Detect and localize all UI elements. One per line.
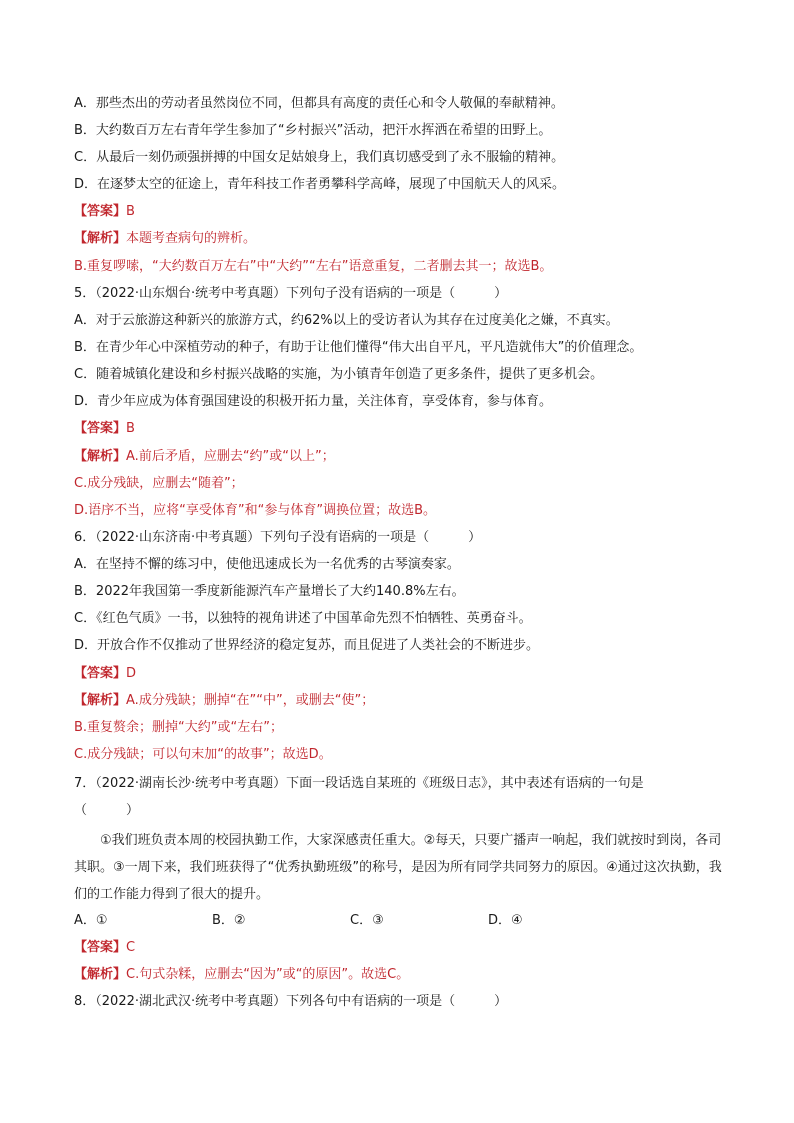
question-stem: 7．（2022·湖南长沙·统考中考真题）下面一段话选自某班的《班级日志》，其中表述有语病的一句是	[74, 776, 644, 791]
answer-label: 【答案】	[74, 666, 127, 681]
option-line: C．《红色气质》一书，以独特的视角讲述了中国革命先烈不怕牺牲、英勇奋斗。	[74, 611, 532, 626]
option-line: A．那些杰出的劳动者虽然岗位不同，但都具有高度的责任心和令人敬佩的奉献精神。	[74, 96, 564, 111]
option-line: B．在青少年心中深植劳动的种子，有助于让他们懂得“伟大出自平凡，平凡造就伟大”的价值理念。	[74, 340, 643, 355]
option-line: B．大约数百万左右青年学生参加了“乡村振兴”活动，把汗水挥洒在希望的田野上。	[74, 123, 552, 138]
analysis-label: 【解析】	[74, 449, 127, 464]
option-c: C．③	[350, 913, 384, 928]
answer-value: D	[126, 666, 137, 681]
analysis-label: 【解析】	[74, 967, 127, 982]
analysis-line: C.成分残缺；可以句末加“的故事”；故选D。	[74, 747, 332, 762]
answer-value: B	[126, 421, 135, 436]
answer-line	[74, 939, 734, 957]
answer-label: 【答案】	[74, 940, 127, 955]
analysis-line: B.重复赘余；删掉“大约”或“左右”；	[74, 720, 283, 735]
analysis-text: 本题考查病句的辨析。	[126, 231, 257, 246]
option-line: C．随着城镇化建设和乡村振兴战略的实施，为小镇青年创造了更多条件，提供了更多机会。	[74, 367, 604, 382]
option-line: C．从最后一刻仍顽强拼搏的中国女足姑娘身上，我们真切感受到了永不服输的精神。	[74, 150, 565, 165]
analysis-text: A.前后矛盾，应删去“约”或“以上”；	[126, 449, 335, 464]
analysis-text: C.句式杂糅，应删去“因为”或“的原因”。故选C。	[126, 967, 410, 982]
analysis-line	[74, 966, 734, 984]
analysis-line: D.语序不当，应将“享受体育”和“参与体育”调换位置；故选B。	[74, 503, 437, 518]
answer-label: 【答案】	[74, 421, 127, 436]
option-line: D．在逐梦太空的征途上，青年科技工作者勇攀科学高峰，展现了中国航天人的风采。	[74, 177, 566, 192]
option-d: D．④	[488, 913, 523, 928]
question-stem: 6．（2022·山东济南·中考真题）下列句子没有语病的一项是（ ）	[74, 530, 482, 545]
option-line: A．对于云旅游这种新兴的旅游方式，约62%以上的受访者认为其存在过度美化之嫌，不真实。	[74, 313, 619, 328]
option-line: D．青少年应成为体育强国建设的积极开拓力量，关注体育，享受体育，参与体育。	[74, 394, 553, 409]
passage-paragraph: ①我们班负责本周的校园执勤工作，大家深感责任重大。②每天，只要广播声一响起，我们就按时到岗，各司其职。③一周下来，我们班获得了“优秀执勤班级”的称号，是因为所有同学共同努力的原因。④通过这次执勤，我们的工作能力得到了很大的提升。	[74, 833, 722, 902]
option-line: A．在坚持不懈的练习中，使他迅速成长为一名优秀的古琴演奏家。	[74, 557, 460, 572]
question-stem: 5．（2022·山东烟台·统考中考真题）下列句子没有语病的一项是（ ）	[74, 286, 508, 301]
analysis-line	[74, 448, 734, 466]
analysis-line	[74, 230, 734, 248]
analysis-line: C.成分残缺，应删去“随着”；	[74, 476, 244, 491]
analysis-label: 【解析】	[74, 693, 127, 708]
question-stem-bracket: （ ）	[74, 803, 140, 818]
answer-value: B	[126, 204, 135, 219]
answer-line	[74, 203, 734, 221]
option-a: A．①	[74, 913, 108, 928]
option-line: D．开放合作不仅推动了世界经济的稳定复苏，而且促进了人类社会的不断进步。	[74, 638, 540, 653]
answer-label: 【答案】	[74, 204, 127, 219]
analysis-text: A.成分残缺；删掉“在”“中”，或删去“使”；	[126, 693, 375, 708]
answer-line	[74, 665, 734, 683]
option-b: B．②	[212, 913, 246, 928]
analysis-line	[74, 692, 734, 710]
option-line: B．2022年我国第一季度新能源汽车产量增长了大约140.8%左右。	[74, 584, 465, 599]
answer-line	[74, 420, 734, 438]
question-stem: 8．（2022·湖北武汉·统考中考真题）下列各句中有语病的一项是（ ）	[74, 994, 508, 1009]
analysis-line: B.重复啰嗦，“大约数百万左右”中“大约”“左右”语意重复，二者删去其一；故选B。	[74, 259, 553, 274]
answer-value: C	[126, 940, 136, 955]
analysis-label: 【解析】	[74, 231, 127, 246]
